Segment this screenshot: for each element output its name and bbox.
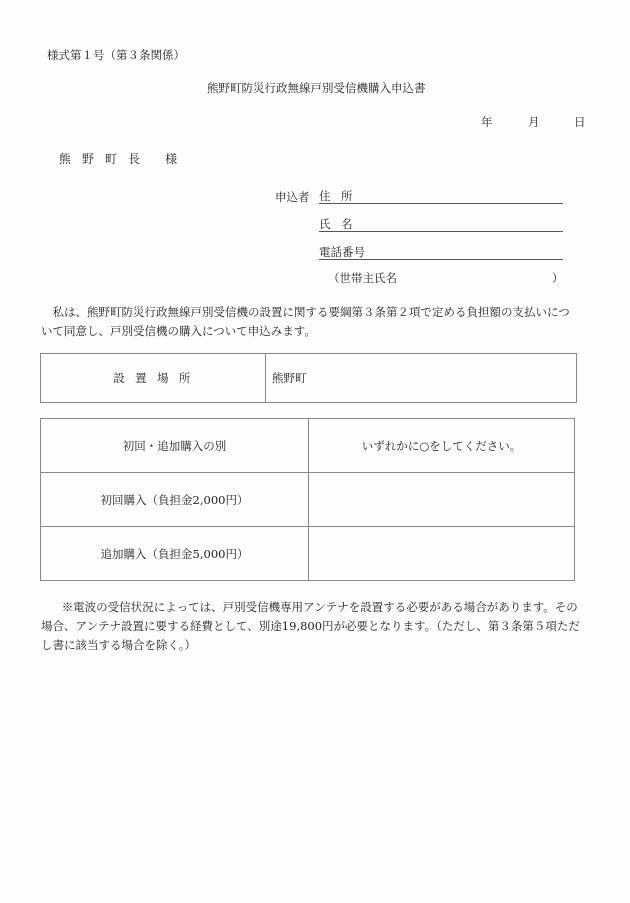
form-number: 様式第１号（第３条関係） (47, 48, 185, 62)
address-label-2: 所 (341, 189, 353, 203)
addressee-char: 長 (128, 152, 141, 166)
addressee-char: 町 (105, 152, 118, 166)
installation-location-table (40, 353, 577, 403)
address-label-1: 住 (319, 189, 331, 203)
household-head-close-paren: ） (552, 271, 564, 285)
purchase-type-header: 初回・追加購入の別 (41, 419, 309, 473)
table-header-row (41, 419, 575, 473)
additional-purchase-mark-cell[interactable] (309, 527, 575, 581)
phone-field[interactable] (319, 244, 563, 260)
table-row (41, 527, 575, 581)
first-purchase-label: 初回購入（負担金2,000円） (41, 473, 309, 527)
table-row (41, 354, 577, 403)
date-month-field[interactable]: 月 (528, 115, 540, 129)
table-row (41, 473, 575, 527)
name-label-2: 名 (341, 217, 353, 231)
applicant-label: 申込者 (275, 190, 310, 204)
first-purchase-mark-cell[interactable] (309, 473, 575, 527)
date-year-field[interactable]: 年 (481, 115, 493, 129)
additional-purchase-label: 追加購入（負担金5,000円） (41, 527, 309, 581)
installation-location-label: 設置場所 (41, 354, 266, 403)
addressee-char: 熊 (59, 152, 72, 166)
name-field[interactable] (319, 216, 563, 232)
installation-location-value[interactable]: 熊野町 (266, 354, 577, 403)
date-day-field[interactable]: 日 (574, 115, 586, 129)
document-title: 熊野町防災行政無線戸別受信機購入申込書 (207, 81, 426, 95)
household-head-field[interactable]: （世帯主氏名 (328, 271, 397, 285)
addressee-char: 野 (82, 152, 95, 166)
name-label-1: 氏 (319, 217, 331, 231)
purchase-type-table (40, 418, 575, 581)
addressee-honorific: 様 (165, 152, 178, 166)
addressee (59, 150, 177, 167)
mark-instruction-header: いずれかに○をしてください。 (309, 419, 575, 473)
antenna-note: ※電波の受信状況によっては、戸別受信機専用アンテナを設置する必要がある場合があります。その場合、アンテナ設置に要する経費として、別途19,800円が必要となります。（ただし、第３条第５項ただし書に該当する場合を除く。） (41, 600, 580, 652)
address-field[interactable] (319, 188, 563, 204)
consent-statement: 私は、熊野町防災行政無線戸別受信機の設置に関する要綱第３条第２項で定める負担額の支払いについて同意し、戸別受信機の購入について申込みます。 (41, 305, 570, 338)
phone-label: 電話番号 (319, 245, 365, 259)
